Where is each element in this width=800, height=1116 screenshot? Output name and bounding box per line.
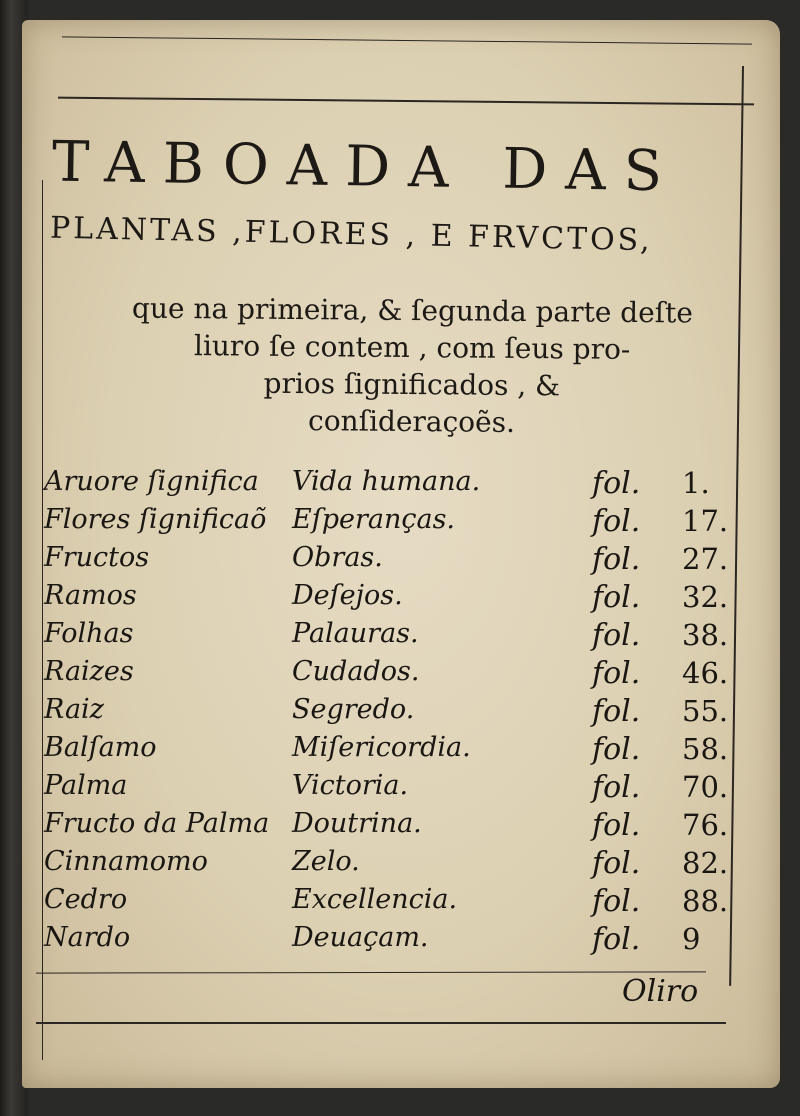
plant-meaning: Doutrina. [292,808,422,839]
page-title: TABOADA DAS [51,129,681,205]
plant-name: Ramos [44,580,137,611]
top-rule-thick [58,97,754,106]
plant-name: Folhas [44,618,134,649]
plant-meaning: Cudados. [292,656,420,687]
plant-meaning: Segredo. [292,694,415,725]
plant-name: Palma [44,770,128,801]
folio-label: fol. [592,846,641,881]
table-row [22,542,782,582]
table-row [22,504,782,544]
plant-name: Nardo [44,922,131,953]
folio-label: fol. [592,542,641,577]
plant-name: Raizes [44,656,134,687]
plant-name: Flores ſignificaõ [44,504,267,535]
table-row [22,808,782,848]
table-row [22,618,782,658]
table-row [22,694,782,734]
plant-meaning: Victoria. [292,770,409,801]
folio-number: 17. [682,504,729,538]
table-row [22,922,782,962]
folio-number: 1. [682,466,710,500]
folio-number: 9 [682,922,701,956]
folio-number: 32. [682,580,729,614]
folio-label: fol. [592,922,641,957]
folio-label: fol. [592,580,641,615]
bottom-rule-thin [36,971,706,973]
book-page [22,20,780,1088]
intro-line: conſideraçoẽs. [307,404,516,439]
folio-label: fol. [592,656,641,691]
page-subtitle: PLANTAS ,FLORES , E FRVCTOS, [49,210,653,259]
intro-line: prios ſignificados , & [263,366,561,403]
plant-meaning: Deſejos. [292,580,403,611]
folio-number: 46. [682,656,729,690]
folio-label: fol. [592,808,641,843]
table-row [22,466,782,506]
folio-label: fol. [592,884,641,919]
intro-paragraph [91,289,732,443]
plant-meaning: Miſericordia. [292,732,471,763]
plant-meaning: Zelo. [292,846,360,877]
folio-number: 27. [682,542,729,576]
plant-meaning: Palauras. [292,618,419,649]
folio-number: 82. [682,846,729,880]
table-row [22,732,782,772]
plant-meaning: Eſperanças. [292,504,456,535]
catchword: Oliro [622,974,699,1009]
bottom-rule-thick [36,1022,726,1024]
folio-number: 88. [682,884,729,918]
table-row [22,846,782,886]
plant-name: Balſamo [44,732,157,763]
folio-label: fol. [592,694,641,729]
plant-meaning: Obras. [292,542,383,573]
folio-label: fol. [592,466,641,501]
table-row [22,580,782,620]
plant-name: Fructo da Palma [44,808,270,839]
top-rule-thin [62,36,752,44]
plant-name: Cinnamomo [44,846,208,877]
folio-number: 58. [682,732,729,766]
folio-label: fol. [592,618,641,653]
plant-name: Fructos [44,542,150,573]
plant-name: Raiz [44,694,104,725]
plant-meaning: Deuaçam. [292,922,429,953]
folio-number: 38. [682,618,729,652]
plant-name: Cedro [44,884,128,915]
folio-number: 55. [682,694,729,728]
plant-name: Aruore ſignifica [44,466,259,497]
plant-meaning: Vida humana. [292,466,481,497]
folio-label: fol. [592,504,641,539]
intro-line: que na primeira, & ſegunda parte deſte [131,291,694,330]
table-row [22,656,782,696]
folio-number: 70. [682,770,729,804]
folio-number: 76. [682,808,729,842]
table-row [22,770,782,810]
intro-line: liuro ſe contem , com ſeus pro- [193,329,631,366]
table-row [22,884,782,924]
folio-label: fol. [592,770,641,805]
plant-meaning: Excellencia. [292,884,458,915]
folio-label: fol. [592,732,641,767]
